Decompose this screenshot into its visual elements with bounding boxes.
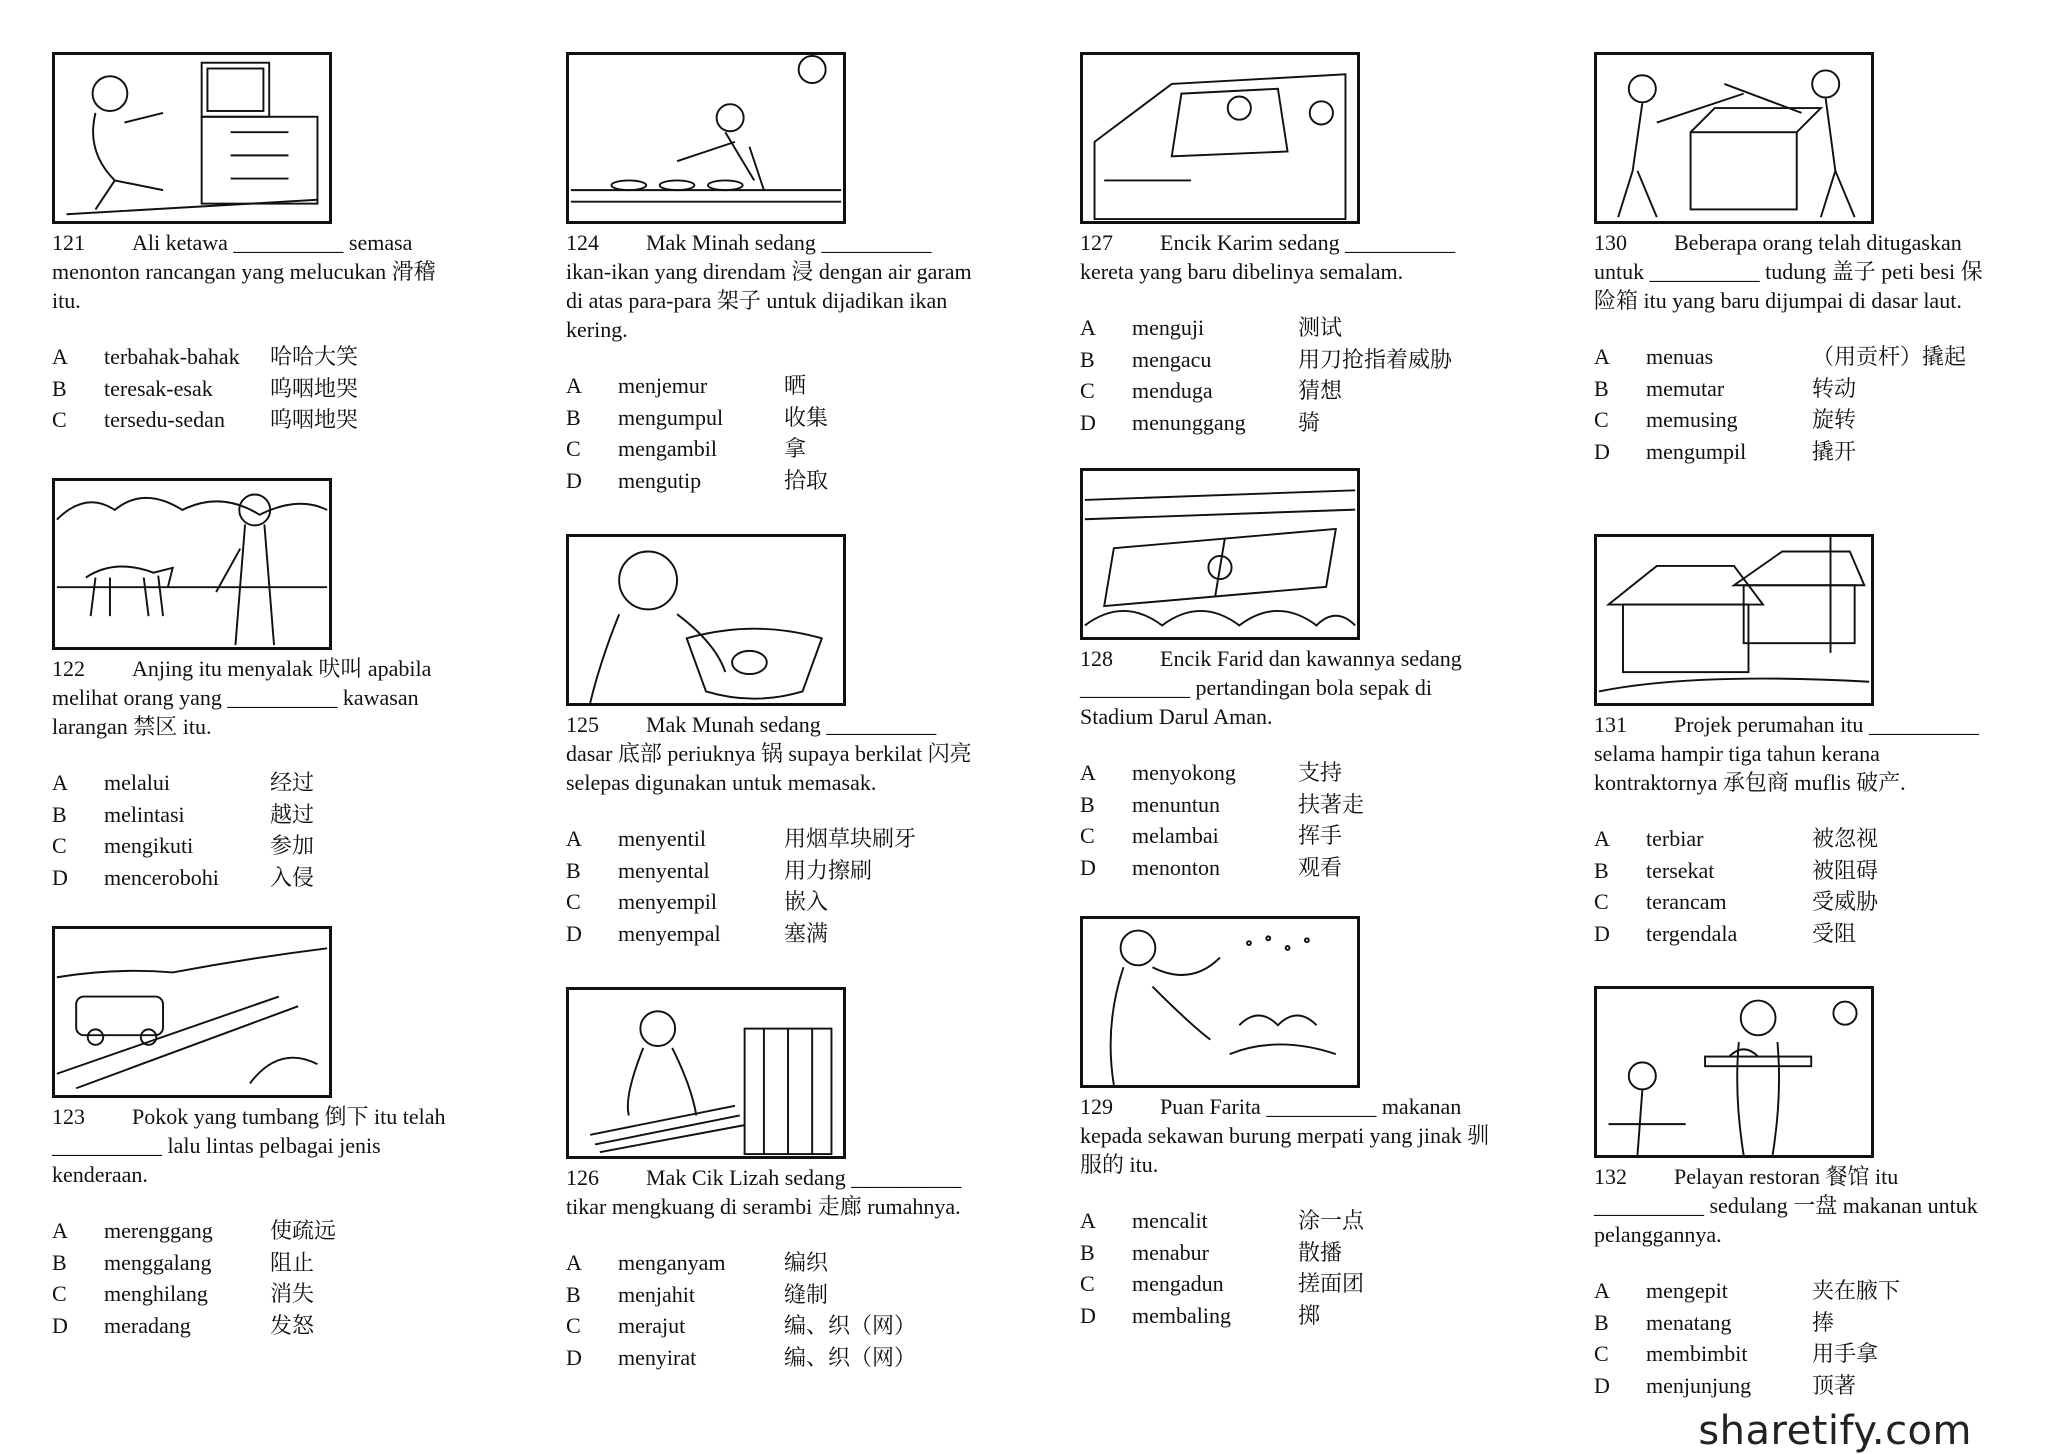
option-d[interactable]: D menjunjung 顶著 — [1594, 1372, 1857, 1398]
question-number: 126 — [566, 1165, 599, 1190]
option-c[interactable]: C memusing 旋转 — [1594, 407, 1857, 432]
answer-options — [1594, 1275, 2014, 1401]
illustration-abandoned-houses — [1594, 534, 1874, 706]
option-d[interactable]: D mencerobohi 入侵 — [52, 864, 315, 890]
option-b[interactable]: B memutar 转动 — [1594, 375, 1857, 401]
question-122 — [52, 478, 472, 893]
answer-options — [566, 823, 986, 949]
option-c[interactable]: C mengadun 搓面团 — [1080, 1271, 1365, 1296]
option-b[interactable]: B tersekat 被阻碍 — [1594, 857, 1879, 883]
illustration-fallen-tree-road — [52, 926, 332, 1098]
question-stem — [566, 1163, 976, 1221]
option-d[interactable]: D meradang 发怒 — [52, 1312, 315, 1338]
option-c[interactable]: C menyempil 嵌入 — [566, 889, 829, 914]
question-stem — [566, 228, 976, 344]
question-number: 125 — [566, 712, 599, 737]
illustration-restaurant-waitress — [1594, 986, 1874, 1158]
illustration-dog-barking — [52, 478, 332, 650]
answer-options — [1080, 757, 1500, 883]
answer-options — [52, 1215, 472, 1341]
option-a[interactable]: A menganyam 编织 — [566, 1250, 829, 1275]
illustration-stadium-football — [1080, 468, 1360, 640]
answer-options — [566, 1247, 986, 1373]
question-number: 128 — [1080, 646, 1113, 671]
option-d[interactable]: D menyirat 编、织（网） — [566, 1344, 917, 1370]
question-132 — [1594, 986, 2014, 1401]
question-text: Mak Cik Lizah sedang __________ tikar mengkuang di serambi 走廊 rumahnya. — [566, 1165, 962, 1219]
question-text: Pokok yang tumbang 倒下 itu telah __________ lalu lintas pelbagai jenis kenderaan. — [52, 1104, 446, 1187]
question-number: 131 — [1594, 712, 1627, 737]
option-d[interactable]: D mengumpil 撬开 — [1594, 438, 1857, 464]
option-b[interactable]: B menggalang 阻止 — [52, 1249, 315, 1275]
option-a[interactable]: A menuas （用贡杆）撬起 — [1594, 344, 1967, 369]
question-text: Beberapa orang telah ditugaskan untuk __________ tudung 盖子 peti besi 保险箱 itu yang baru dijumpai di dasar laut. — [1594, 230, 1983, 313]
option-d[interactable]: D menyempal 塞满 — [566, 920, 829, 946]
illustration-drying-fish — [566, 52, 846, 224]
question-stem — [566, 710, 976, 797]
option-c[interactable]: C menduga 猜想 — [1080, 378, 1343, 403]
option-c[interactable]: C mengikuti 参加 — [52, 833, 315, 858]
option-c[interactable]: C mengambil 拿 — [566, 436, 807, 461]
option-a[interactable]: A melalui 经过 — [52, 770, 315, 795]
option-c[interactable]: C melambai 挥手 — [1080, 823, 1343, 848]
question-129 — [1080, 916, 1500, 1331]
question-stem — [1594, 710, 2004, 797]
answer-options — [52, 767, 472, 893]
question-text: Encik Farid dan kawannya sedang __________ pertandingan bola sepak di Stadium Darul Aman. — [1080, 646, 1462, 729]
question-number: 123 — [52, 1104, 85, 1129]
question-stem — [1080, 228, 1490, 286]
illustration-boy-laughing-at-tv — [52, 52, 332, 224]
watermark-footer: sharetify.com — [1698, 1408, 1972, 1454]
question-123 — [52, 926, 472, 1341]
question-text: Puan Farita __________ makanan kepada sekawan burung merpati yang jinak 驯服的 itu. — [1080, 1094, 1490, 1177]
option-b[interactable]: B mengumpul 收集 — [566, 404, 829, 430]
option-b[interactable]: B menjahit 缝制 — [566, 1281, 829, 1307]
question-stem — [1080, 644, 1490, 731]
illustration-weaving-mat — [566, 987, 846, 1159]
question-126 — [566, 987, 986, 1373]
option-b[interactable]: B menyental 用力擦刷 — [566, 857, 873, 883]
question-stem — [1080, 1092, 1490, 1179]
illustration-feeding-pigeons — [1080, 916, 1360, 1088]
option-d[interactable]: D menonton 观看 — [1080, 854, 1343, 880]
question-text: Ali ketawa __________ semasa menonton rancangan yang melucukan 滑稽 itu. — [52, 230, 436, 313]
question-text: Anjing itu menyalak 吠叫 apabila melihat orang yang __________ kawasan larangan 禁区 itu. — [52, 656, 432, 739]
option-b[interactable]: B menabur 散播 — [1080, 1239, 1343, 1265]
option-a[interactable]: A menguji 测试 — [1080, 315, 1343, 340]
question-124 — [566, 52, 986, 496]
illustration-scrubbing-pot — [566, 534, 846, 706]
option-a[interactable]: A mencalit 涂一点 — [1080, 1208, 1365, 1233]
option-b[interactable]: B mengacu 用刀抢指着威胁 — [1080, 346, 1453, 372]
option-a[interactable]: A mengepit 夹在腋下 — [1594, 1278, 1901, 1303]
illustration-driving-car — [1080, 52, 1360, 224]
question-text: Pelayan restoran 餐馆 itu __________ sedulang 一盘 makanan untuk pelanggannya. — [1594, 1164, 1978, 1247]
question-stem — [1594, 228, 2004, 315]
option-a[interactable]: A terbiar 被忽视 — [1594, 826, 1879, 851]
option-c[interactable]: C terancam 受威胁 — [1594, 889, 1879, 914]
option-c[interactable]: C membimbit 用手拿 — [1594, 1341, 1879, 1366]
answer-options — [1080, 312, 1500, 438]
question-125 — [566, 534, 986, 949]
option-c[interactable]: C tersedu-sedan 呜咽地哭 — [52, 407, 359, 432]
question-text: Mak Minah sedang __________ ikan-ikan yang direndam 浸 dengan air garam di atas para-para 架子 untuk dijadikan ikan kering. — [566, 230, 972, 342]
question-121 — [52, 52, 472, 436]
question-number: 124 — [566, 230, 599, 255]
question-number: 130 — [1594, 230, 1627, 255]
option-a[interactable]: A terbahak-bahak 哈哈大笑 — [52, 344, 359, 369]
option-a[interactable]: A menyokong 支持 — [1080, 760, 1343, 785]
question-127 — [1080, 52, 1500, 438]
option-c[interactable]: C menghilang 消失 — [52, 1281, 315, 1306]
option-d[interactable]: D menunggang 骑 — [1080, 409, 1321, 435]
question-number: 127 — [1080, 230, 1113, 255]
question-text: Mak Munah sedang __________ dasar 底部 periuknya 锅 supaya berkilat 闪亮 selepas digunakan untuk memasak. — [566, 712, 972, 795]
question-stem — [52, 1102, 462, 1189]
question-130 — [1594, 52, 2014, 467]
question-number: 132 — [1594, 1164, 1627, 1189]
option-b[interactable]: B menatang 捧 — [1594, 1309, 1835, 1335]
option-a[interactable]: A menjemur 晒 — [566, 373, 807, 398]
question-stem — [1594, 1162, 2004, 1249]
option-a[interactable]: A merenggang 使疏远 — [52, 1218, 337, 1243]
question-131 — [1594, 534, 2014, 949]
question-number: 121 — [52, 230, 85, 255]
question-text: Projek perumahan itu __________ selama hampir tiga tahun kerana kontraktornya 承包商 muflis 破产. — [1594, 712, 1979, 795]
option-d[interactable]: D membaling 掷 — [1080, 1302, 1321, 1328]
question-stem — [52, 654, 462, 741]
option-b[interactable]: B teresak-esak 呜咽地哭 — [52, 375, 359, 401]
question-text: Encik Karim sedang __________ kereta yang baru dibelinya semalam. — [1080, 230, 1456, 284]
question-number: 122 — [52, 656, 85, 681]
answer-options — [52, 341, 472, 436]
answer-options — [1594, 823, 2014, 949]
answer-options — [566, 370, 986, 496]
option-b[interactable]: B melintasi 越过 — [52, 801, 315, 827]
option-d[interactable]: D mengutip 拾取 — [566, 467, 829, 493]
question-128 — [1080, 468, 1500, 883]
question-stem — [52, 228, 462, 315]
illustration-prying-safe — [1594, 52, 1874, 224]
option-d[interactable]: D tergendala 受阻 — [1594, 920, 1857, 946]
option-c[interactable]: C merajut 编、织（网） — [566, 1313, 917, 1338]
answer-options — [1594, 341, 2014, 467]
option-b[interactable]: B menuntun 扶著走 — [1080, 791, 1365, 817]
answer-options — [1080, 1205, 1500, 1331]
question-number: 129 — [1080, 1094, 1113, 1119]
option-a[interactable]: A menyentil 用烟草块刷牙 — [566, 826, 917, 851]
